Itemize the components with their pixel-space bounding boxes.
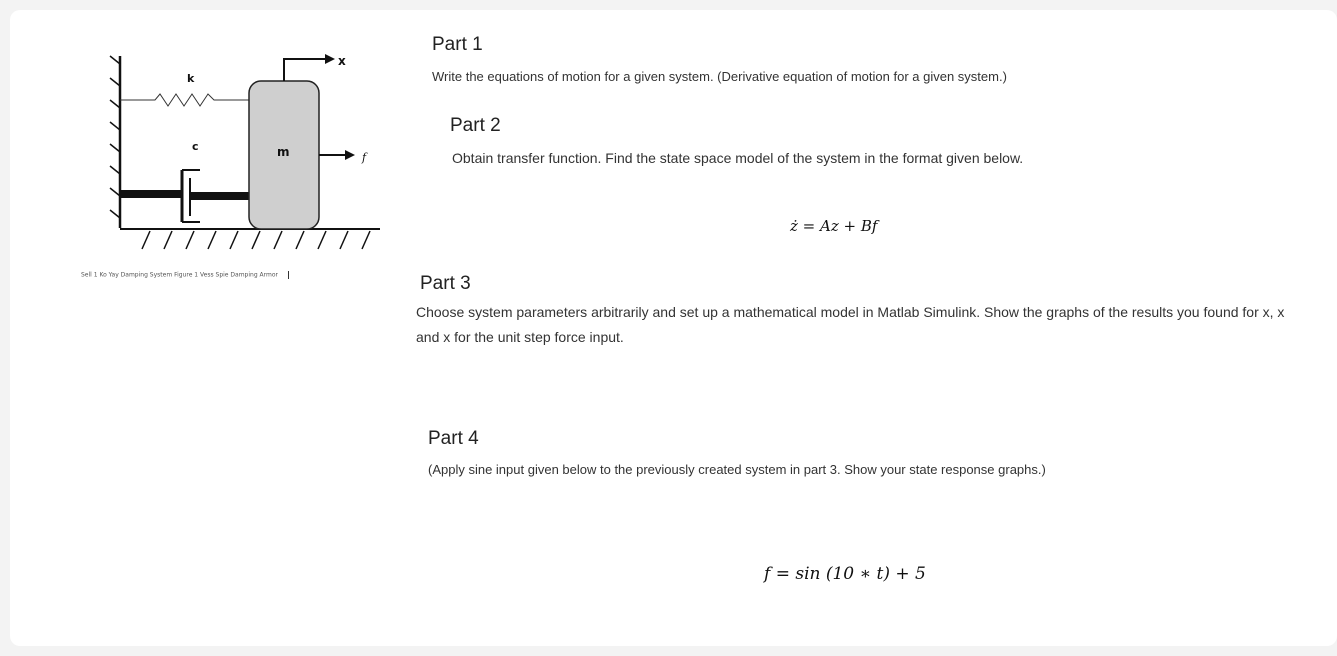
damper-rod-right bbox=[190, 192, 250, 200]
spring-label: k bbox=[187, 72, 195, 85]
part-3-title: Part 3 bbox=[420, 273, 471, 294]
part-2-title: Part 2 bbox=[450, 115, 501, 136]
damper-rod-left bbox=[120, 190, 182, 198]
part-3-text: Choose system parameters arbitrarily and set up a mathematical model in Matlab Simulink. Show the graphs of the results you found for x, x and x for the unit step force input. bbox=[416, 304, 1285, 345]
part-1-title: Part 1 bbox=[432, 34, 483, 55]
part-2-text: Obtain transfer function. Find the state space model of the system in the format given below. bbox=[452, 150, 1024, 166]
damper-label: c bbox=[192, 140, 199, 153]
mass-spring-damper-figure bbox=[80, 38, 400, 268]
f-label: f bbox=[362, 151, 367, 164]
x-arrow-head bbox=[325, 54, 335, 64]
part-4-text: (Apply sine input given below to the previously created system in part 3. Show your state response graphs.) bbox=[428, 462, 1046, 477]
x-label: x bbox=[338, 54, 346, 68]
spring bbox=[120, 94, 250, 106]
figure-caption-text: Sell 1 Ko Yay Damping System Figure 1 Vess Spie Damping Armor bbox=[81, 271, 278, 279]
f-arrow-head bbox=[345, 150, 355, 160]
part-4-title: Part 4 bbox=[428, 428, 479, 449]
sine-input-equation: f = sin (10 ∗ t) + 5 bbox=[764, 564, 926, 584]
figure-caption bbox=[81, 271, 289, 279]
caption-divider bbox=[288, 271, 289, 279]
mass-label: m bbox=[277, 145, 290, 159]
part-1-text: Write the equations of motion for a given system. (Derivative equation of motion for a given system.) bbox=[432, 69, 1007, 84]
state-space-equation: ż = Az + Bf bbox=[790, 217, 878, 235]
